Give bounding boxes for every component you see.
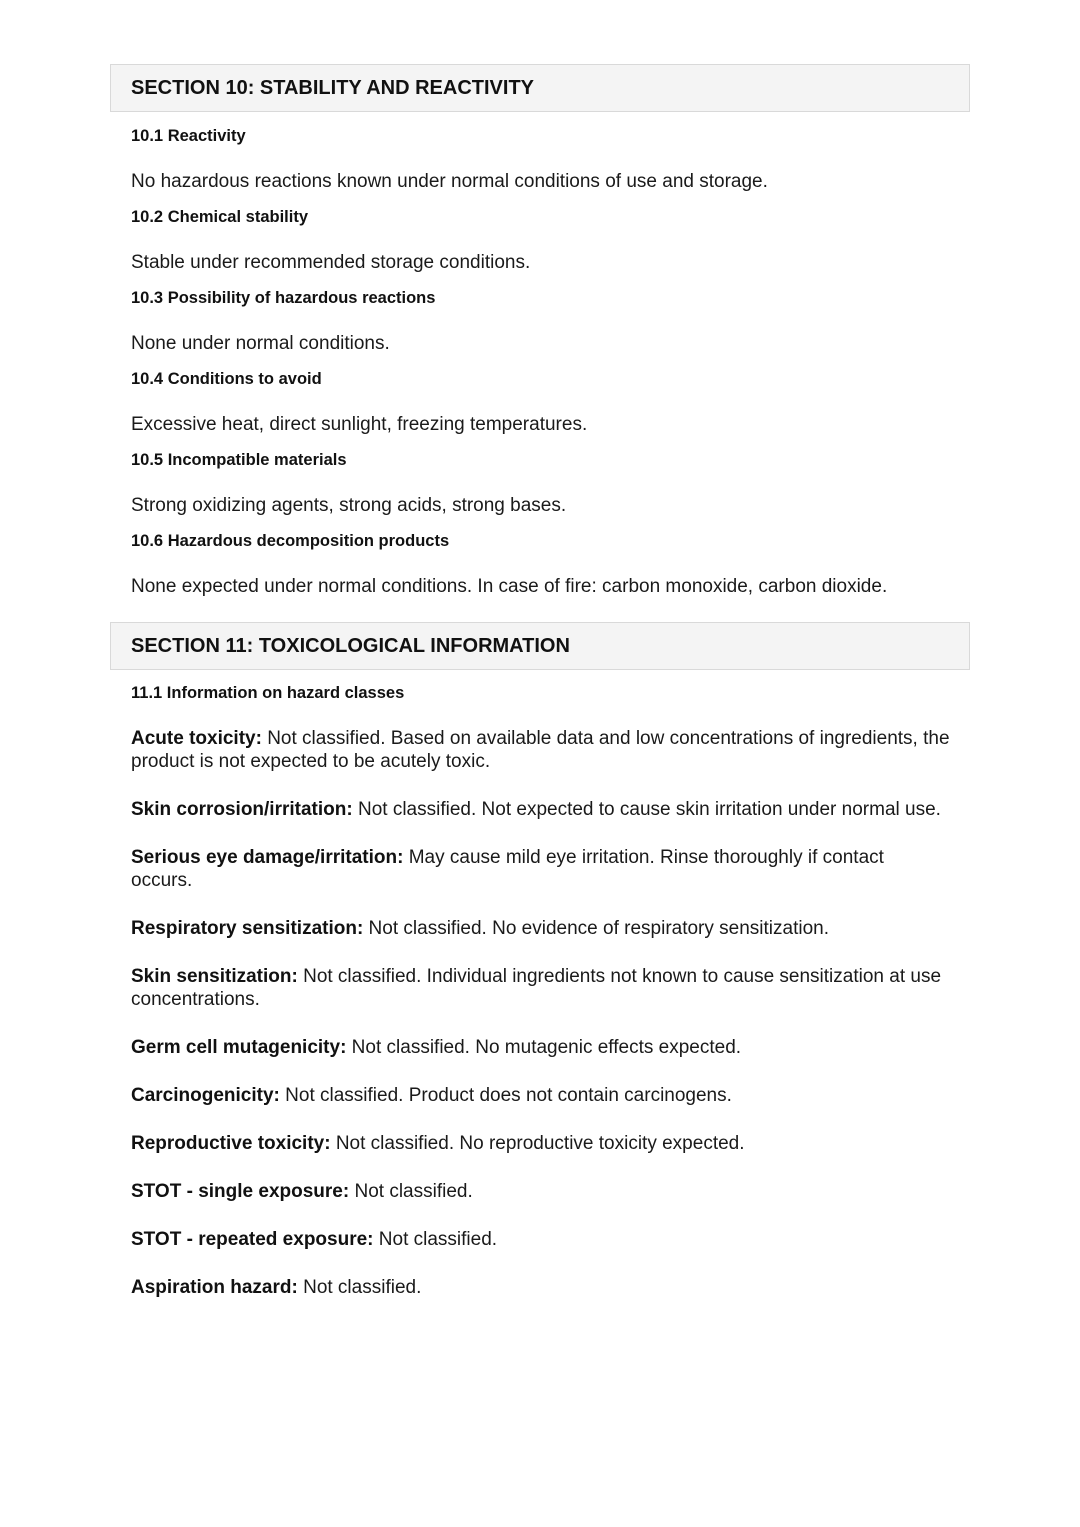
- entry-text: Not classified. No evidence of respiratory sensitization.: [363, 918, 829, 939]
- entry-text: Not classified. No mutagenic effects expected.: [346, 1037, 742, 1058]
- entry-stot-repeated: [110, 1228, 970, 1251]
- subheading-11-1: 11.1 Information on hazard classes: [131, 684, 405, 702]
- section-10-title: SECTION 10: STABILITY AND REACTIVITY: [131, 76, 534, 99]
- subheading-10-6: 10.6 Hazardous decomposition products: [131, 532, 450, 550]
- entry-label: STOT - single exposure:: [131, 1181, 350, 1202]
- subheading-10-1: 10.1 Reactivity: [131, 127, 246, 145]
- section-10-header: [110, 64, 970, 112]
- entry-acute-toxicity: [110, 727, 970, 773]
- entry-stot-single: [110, 1180, 970, 1203]
- entry-reproductive-toxicity: [110, 1132, 970, 1155]
- entry-text: Not classified. Product does not contain carcinogens.: [279, 1085, 732, 1106]
- entry-text: Not classified.: [349, 1181, 473, 1202]
- text-10-2: Stable under recommended storage conditions.: [131, 252, 531, 273]
- entry-text: Not classified. Individual ingredients not known to cause sensitization at use concentrations.: [131, 966, 942, 1010]
- text-10-1: No hazardous reactions known under normal conditions of use and storage.: [131, 171, 768, 192]
- entry-label: STOT - repeated exposure:: [131, 1229, 374, 1250]
- entry-label: Acute toxicity:: [131, 728, 262, 749]
- entry-carcinogenicity: [110, 1084, 970, 1107]
- entry-aspiration-hazard: [110, 1276, 970, 1299]
- entry-label: Respiratory sensitization:: [131, 918, 364, 939]
- entry-label: Aspiration hazard:: [131, 1277, 298, 1298]
- entry-skin-corrosion: [110, 798, 970, 821]
- entry-label: Skin sensitization:: [131, 966, 298, 987]
- subheading-10-2: 10.2 Chemical stability: [131, 208, 308, 226]
- entry-label: Skin corrosion/irritation:: [131, 799, 353, 820]
- entry-text: Not classified. Based on available data and low concentrations of ingredients, the product is not expected to be acutely toxic.: [131, 728, 950, 772]
- text-10-4: Excessive heat, direct sunlight, freezing temperatures.: [131, 414, 588, 435]
- subheading-10-3: 10.3 Possibility of hazardous reactions: [131, 289, 436, 307]
- section-11-title: SECTION 11: TOXICOLOGICAL INFORMATION: [131, 634, 570, 657]
- entry-respiratory-sensitization: [110, 917, 970, 940]
- entry-text: Not classified.: [297, 1277, 422, 1298]
- entry-eye-damage: [110, 846, 970, 892]
- text-10-5: Strong oxidizing agents, strong acids, strong bases.: [131, 495, 567, 516]
- subheading-10-4: 10.4 Conditions to avoid: [131, 370, 322, 388]
- section-10-body: [110, 127, 970, 598]
- entry-skin-sensitization: [110, 965, 970, 1011]
- entry-text: Not classified. No reproductive toxicity expected.: [330, 1133, 745, 1154]
- entry-label: Germ cell mutagenicity:: [131, 1037, 347, 1058]
- section-11-body: [110, 684, 970, 1299]
- entry-label: Serious eye damage/irritation:: [131, 847, 404, 868]
- entry-label: Carcinogenicity:: [131, 1085, 280, 1106]
- entry-label: Reproductive toxicity:: [131, 1133, 331, 1154]
- section-11-header: [110, 622, 970, 670]
- entry-germ-cell-mutagenicity: [110, 1036, 970, 1059]
- text-10-3: None under normal conditions.: [131, 333, 390, 354]
- text-10-6: None expected under normal conditions. In case of fire: carbon monoxide, carbon dioxide.: [131, 576, 888, 597]
- sds-page: [110, 64, 970, 1299]
- entry-text: Not classified.: [373, 1229, 498, 1250]
- subheading-10-5: 10.5 Incompatible materials: [131, 451, 347, 469]
- entry-text: Not classified. Not expected to cause skin irritation under normal use.: [352, 799, 941, 820]
- entry-text: May cause mild eye irritation. Rinse thoroughly if contact occurs.: [131, 847, 884, 891]
